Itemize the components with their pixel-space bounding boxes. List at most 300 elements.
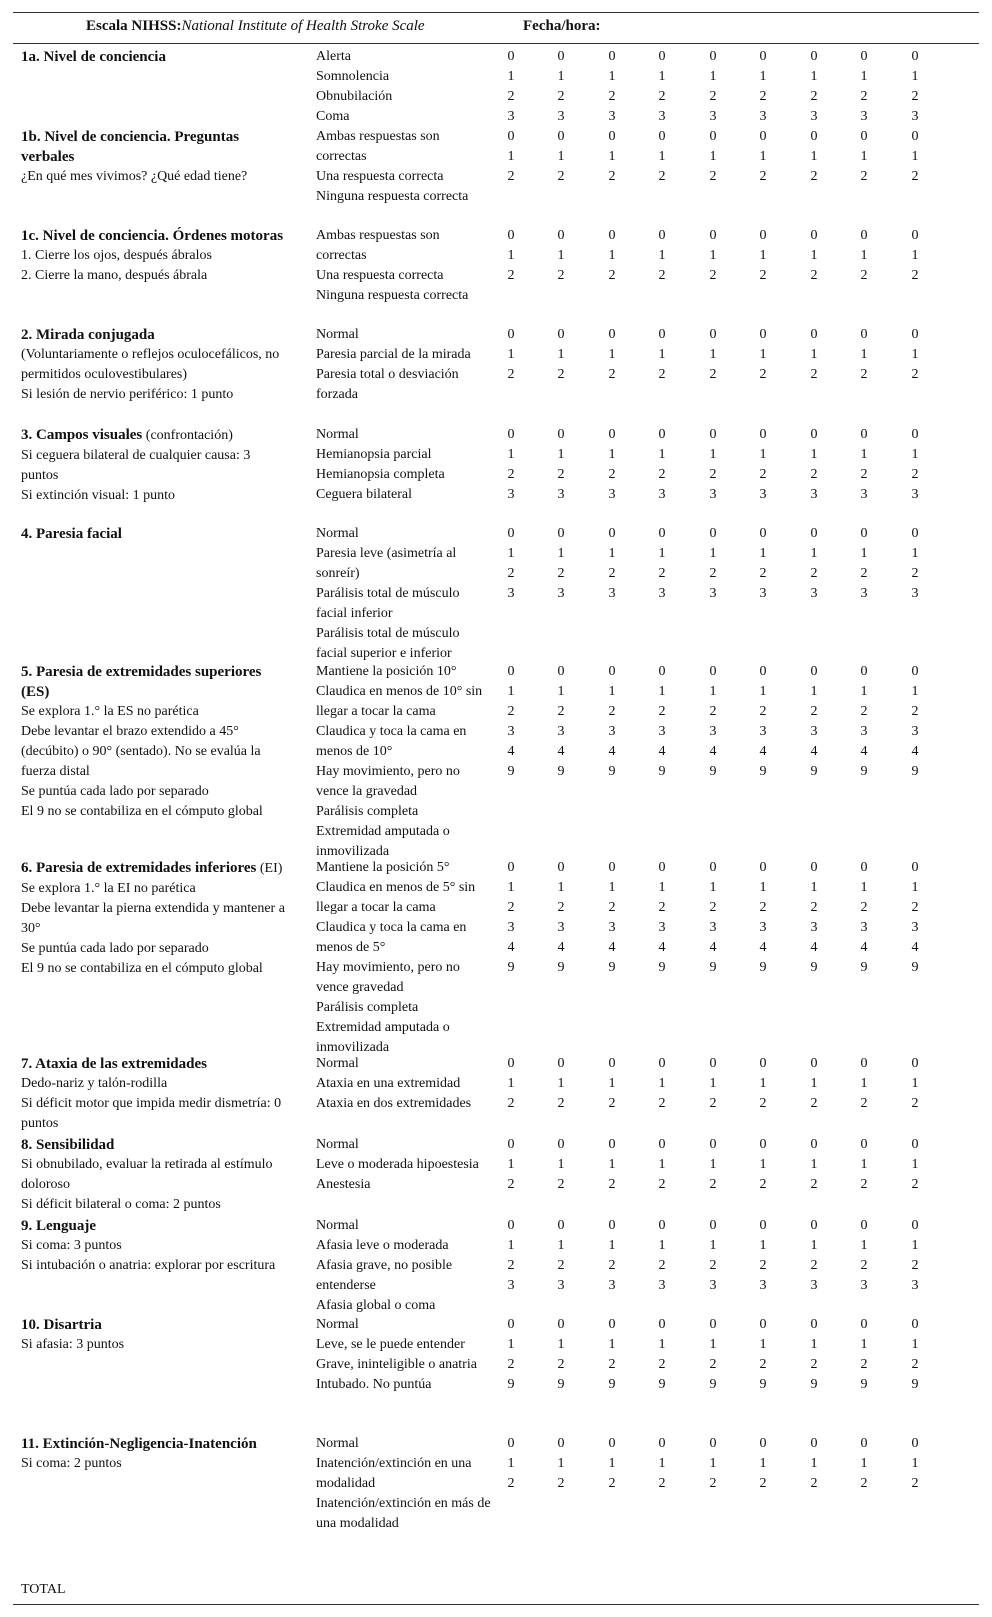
- score-option[interactable]: 0: [860, 49, 868, 64]
- score-option[interactable]: 0: [911, 1137, 919, 1152]
- score-option[interactable]: 2: [709, 900, 717, 915]
- score-option[interactable]: 0: [709, 1137, 717, 1152]
- score-option[interactable]: 0: [658, 664, 666, 679]
- score-option[interactable]: 0: [911, 129, 919, 144]
- score-option[interactable]: 2: [557, 367, 565, 382]
- score-option[interactable]: 1: [709, 69, 717, 84]
- score-option[interactable]: 2: [911, 268, 919, 283]
- score-option[interactable]: 1: [810, 447, 818, 462]
- score-option[interactable]: 0: [658, 129, 666, 144]
- score-option[interactable]: 1: [911, 149, 919, 164]
- score-option[interactable]: 2: [557, 704, 565, 719]
- score-option[interactable]: 9: [911, 764, 919, 779]
- score-option[interactable]: 1: [557, 1456, 565, 1471]
- score-option[interactable]: 1: [557, 447, 565, 462]
- score-option[interactable]: 0: [608, 228, 616, 243]
- score-option[interactable]: 2: [608, 1476, 616, 1491]
- score-option[interactable]: 2: [507, 367, 515, 382]
- score-option[interactable]: 3: [810, 109, 818, 124]
- score-option[interactable]: 0: [507, 228, 515, 243]
- score-option[interactable]: 2: [759, 1476, 767, 1491]
- score-option[interactable]: 2: [557, 89, 565, 104]
- score-option[interactable]: 0: [759, 1436, 767, 1451]
- score-option[interactable]: 1: [810, 347, 818, 362]
- score-option[interactable]: 1: [658, 248, 666, 263]
- score-option[interactable]: 0: [507, 1317, 515, 1332]
- score-option[interactable]: 2: [810, 467, 818, 482]
- score-option[interactable]: 0: [507, 664, 515, 679]
- score-option[interactable]: 1: [709, 248, 717, 263]
- score-option[interactable]: 2: [608, 169, 616, 184]
- score-option[interactable]: 1: [507, 1157, 515, 1172]
- score-option[interactable]: 1: [810, 1337, 818, 1352]
- score-option[interactable]: 2: [759, 367, 767, 382]
- score-option[interactable]: 4: [557, 940, 565, 955]
- score-option[interactable]: 0: [860, 1218, 868, 1233]
- score-option[interactable]: 0: [759, 1137, 767, 1152]
- score-option[interactable]: 9: [507, 960, 515, 975]
- score-option[interactable]: 9: [860, 764, 868, 779]
- score-option[interactable]: 1: [557, 880, 565, 895]
- score-option[interactable]: 9: [658, 1377, 666, 1392]
- score-option[interactable]: 0: [911, 526, 919, 541]
- score-option[interactable]: 1: [911, 1456, 919, 1471]
- score-option[interactable]: 1: [759, 69, 767, 84]
- score-option[interactable]: 1: [608, 248, 616, 263]
- score-option[interactable]: 2: [759, 1096, 767, 1111]
- score-option[interactable]: 0: [658, 49, 666, 64]
- score-option[interactable]: 1: [557, 347, 565, 362]
- score-option[interactable]: 0: [860, 664, 868, 679]
- score-option[interactable]: 0: [557, 1218, 565, 1233]
- score-option[interactable]: 2: [658, 1258, 666, 1273]
- score-option[interactable]: 2: [608, 1177, 616, 1192]
- score-option[interactable]: 1: [860, 1337, 868, 1352]
- score-option[interactable]: 2: [759, 900, 767, 915]
- score-option[interactable]: 1: [860, 447, 868, 462]
- score-option[interactable]: 1: [810, 546, 818, 561]
- score-option[interactable]: 1: [658, 149, 666, 164]
- score-option[interactable]: 1: [557, 684, 565, 699]
- score-option[interactable]: 0: [557, 327, 565, 342]
- score-option[interactable]: 1: [911, 546, 919, 561]
- score-option[interactable]: 2: [911, 467, 919, 482]
- score-option[interactable]: 2: [911, 1357, 919, 1372]
- score-option[interactable]: 1: [709, 1076, 717, 1091]
- score-option[interactable]: 9: [810, 960, 818, 975]
- score-option[interactable]: 1: [507, 248, 515, 263]
- score-option[interactable]: 0: [608, 1317, 616, 1332]
- score-option[interactable]: 1: [759, 1157, 767, 1172]
- score-option[interactable]: 1: [507, 684, 515, 699]
- score-option[interactable]: 4: [759, 744, 767, 759]
- score-option[interactable]: 1: [911, 1238, 919, 1253]
- score-option[interactable]: 0: [658, 1436, 666, 1451]
- score-option[interactable]: 4: [507, 744, 515, 759]
- score-option[interactable]: 4: [759, 940, 767, 955]
- score-option[interactable]: 0: [810, 1218, 818, 1233]
- score-option[interactable]: 0: [507, 49, 515, 64]
- score-option[interactable]: 3: [709, 724, 717, 739]
- score-option[interactable]: 1: [860, 546, 868, 561]
- score-option[interactable]: 0: [810, 228, 818, 243]
- score-option[interactable]: 2: [557, 900, 565, 915]
- score-option[interactable]: 0: [507, 526, 515, 541]
- score-option[interactable]: 0: [507, 1137, 515, 1152]
- score-option[interactable]: 0: [810, 860, 818, 875]
- score-option[interactable]: 1: [860, 1157, 868, 1172]
- score-option[interactable]: 2: [658, 566, 666, 581]
- score-option[interactable]: 1: [810, 1238, 818, 1253]
- score-option[interactable]: 1: [557, 1238, 565, 1253]
- score-option[interactable]: 0: [911, 1317, 919, 1332]
- score-option[interactable]: 2: [507, 1258, 515, 1273]
- score-option[interactable]: 9: [709, 960, 717, 975]
- score-option[interactable]: 1: [658, 347, 666, 362]
- score-option[interactable]: 3: [810, 487, 818, 502]
- score-option[interactable]: 2: [810, 367, 818, 382]
- score-option[interactable]: 0: [608, 1436, 616, 1451]
- score-option[interactable]: 3: [860, 724, 868, 739]
- score-option[interactable]: 0: [507, 129, 515, 144]
- score-option[interactable]: 0: [759, 49, 767, 64]
- score-option[interactable]: 1: [557, 1157, 565, 1172]
- score-option[interactable]: 0: [860, 327, 868, 342]
- score-option[interactable]: 1: [507, 1238, 515, 1253]
- score-option[interactable]: 4: [608, 940, 616, 955]
- score-option[interactable]: 0: [557, 664, 565, 679]
- score-option[interactable]: 1: [759, 880, 767, 895]
- score-option[interactable]: 3: [608, 724, 616, 739]
- score-option[interactable]: 2: [810, 1258, 818, 1273]
- score-option[interactable]: 0: [507, 1056, 515, 1071]
- score-option[interactable]: 0: [608, 860, 616, 875]
- score-option[interactable]: 2: [759, 1177, 767, 1192]
- score-option[interactable]: 0: [658, 526, 666, 541]
- score-option[interactable]: 3: [709, 920, 717, 935]
- score-option[interactable]: 0: [709, 327, 717, 342]
- score-option[interactable]: 2: [860, 704, 868, 719]
- score-option[interactable]: 0: [860, 860, 868, 875]
- score-option[interactable]: 2: [608, 1096, 616, 1111]
- score-option[interactable]: 2: [507, 89, 515, 104]
- score-option[interactable]: 2: [709, 467, 717, 482]
- score-option[interactable]: 2: [810, 1357, 818, 1372]
- score-option[interactable]: 1: [759, 248, 767, 263]
- score-option[interactable]: 2: [810, 704, 818, 719]
- score-option[interactable]: 9: [810, 764, 818, 779]
- score-option[interactable]: 1: [658, 1076, 666, 1091]
- score-option[interactable]: 0: [658, 1056, 666, 1071]
- score-option[interactable]: 2: [911, 1476, 919, 1491]
- score-option[interactable]: 2: [759, 268, 767, 283]
- score-option[interactable]: 2: [860, 1258, 868, 1273]
- score-option[interactable]: 2: [658, 1476, 666, 1491]
- score-option[interactable]: 2: [810, 1096, 818, 1111]
- score-option[interactable]: 2: [608, 1258, 616, 1273]
- score-option[interactable]: 2: [709, 1357, 717, 1372]
- score-option[interactable]: 0: [810, 427, 818, 442]
- score-option[interactable]: 2: [709, 89, 717, 104]
- score-option[interactable]: 3: [608, 586, 616, 601]
- score-option[interactable]: 2: [810, 1476, 818, 1491]
- score-option[interactable]: 0: [507, 327, 515, 342]
- score-option[interactable]: 0: [860, 1436, 868, 1451]
- score-option[interactable]: 1: [759, 546, 767, 561]
- score-option[interactable]: 3: [709, 487, 717, 502]
- score-option[interactable]: 9: [709, 764, 717, 779]
- score-option[interactable]: 0: [608, 1137, 616, 1152]
- score-option[interactable]: 2: [709, 1177, 717, 1192]
- score-option[interactable]: 2: [759, 566, 767, 581]
- score-option[interactable]: 9: [709, 1377, 717, 1392]
- score-option[interactable]: 2: [608, 566, 616, 581]
- score-option[interactable]: 0: [557, 526, 565, 541]
- score-option[interactable]: 0: [557, 129, 565, 144]
- score-option[interactable]: 0: [759, 1056, 767, 1071]
- score-option[interactable]: 4: [709, 744, 717, 759]
- score-option[interactable]: 3: [709, 109, 717, 124]
- score-option[interactable]: 3: [911, 586, 919, 601]
- score-option[interactable]: 1: [810, 149, 818, 164]
- score-option[interactable]: 3: [507, 487, 515, 502]
- score-option[interactable]: 2: [709, 1258, 717, 1273]
- score-option[interactable]: 1: [860, 684, 868, 699]
- score-option[interactable]: 2: [557, 268, 565, 283]
- score-option[interactable]: 2: [507, 268, 515, 283]
- score-option[interactable]: 3: [658, 109, 666, 124]
- score-option[interactable]: 2: [608, 89, 616, 104]
- score-option[interactable]: 3: [557, 586, 565, 601]
- score-option[interactable]: 1: [557, 1076, 565, 1091]
- score-option[interactable]: 1: [557, 546, 565, 561]
- score-option[interactable]: 0: [557, 49, 565, 64]
- score-option[interactable]: 0: [810, 327, 818, 342]
- score-option[interactable]: 1: [608, 880, 616, 895]
- score-option[interactable]: 9: [759, 764, 767, 779]
- score-option[interactable]: 1: [810, 248, 818, 263]
- score-option[interactable]: 0: [911, 49, 919, 64]
- score-option[interactable]: 2: [557, 1357, 565, 1372]
- score-option[interactable]: 3: [658, 920, 666, 935]
- score-option[interactable]: 0: [911, 427, 919, 442]
- score-option[interactable]: 0: [658, 427, 666, 442]
- score-option[interactable]: 0: [860, 1056, 868, 1071]
- score-option[interactable]: 2: [709, 704, 717, 719]
- score-option[interactable]: 2: [608, 1357, 616, 1372]
- score-option[interactable]: 1: [658, 546, 666, 561]
- score-option[interactable]: 0: [608, 427, 616, 442]
- score-option[interactable]: 2: [709, 566, 717, 581]
- score-option[interactable]: 0: [557, 1436, 565, 1451]
- score-option[interactable]: 9: [557, 1377, 565, 1392]
- score-option[interactable]: 0: [658, 228, 666, 243]
- score-option[interactable]: 2: [557, 1096, 565, 1111]
- score-option[interactable]: 0: [759, 228, 767, 243]
- score-option[interactable]: 9: [860, 1377, 868, 1392]
- score-option[interactable]: 2: [557, 1177, 565, 1192]
- score-option[interactable]: 0: [860, 129, 868, 144]
- score-option[interactable]: 0: [557, 1317, 565, 1332]
- score-option[interactable]: 2: [860, 1476, 868, 1491]
- score-option[interactable]: 4: [658, 744, 666, 759]
- score-option[interactable]: 0: [709, 526, 717, 541]
- score-option[interactable]: 3: [608, 1278, 616, 1293]
- score-option[interactable]: 3: [557, 487, 565, 502]
- score-option[interactable]: 3: [658, 487, 666, 502]
- score-option[interactable]: 2: [810, 900, 818, 915]
- score-option[interactable]: 0: [911, 664, 919, 679]
- score-option[interactable]: 0: [759, 1218, 767, 1233]
- score-option[interactable]: 2: [911, 1258, 919, 1273]
- score-option[interactable]: 2: [658, 467, 666, 482]
- score-option[interactable]: 1: [658, 1238, 666, 1253]
- score-option[interactable]: 1: [658, 447, 666, 462]
- score-option[interactable]: 0: [860, 1137, 868, 1152]
- score-option[interactable]: 2: [911, 1177, 919, 1192]
- score-option[interactable]: 3: [507, 109, 515, 124]
- score-option[interactable]: 3: [759, 109, 767, 124]
- score-option[interactable]: 3: [911, 1278, 919, 1293]
- score-option[interactable]: 1: [557, 69, 565, 84]
- score-option[interactable]: 1: [810, 1157, 818, 1172]
- score-option[interactable]: 0: [911, 1436, 919, 1451]
- score-option[interactable]: 4: [709, 940, 717, 955]
- score-option[interactable]: 2: [507, 900, 515, 915]
- score-option[interactable]: 2: [810, 169, 818, 184]
- score-option[interactable]: 0: [810, 129, 818, 144]
- score-option[interactable]: 0: [658, 1317, 666, 1332]
- score-option[interactable]: 9: [860, 960, 868, 975]
- score-option[interactable]: 1: [860, 880, 868, 895]
- score-option[interactable]: 1: [860, 248, 868, 263]
- score-option[interactable]: 3: [759, 724, 767, 739]
- score-option[interactable]: 2: [608, 268, 616, 283]
- score-option[interactable]: 9: [557, 960, 565, 975]
- score-option[interactable]: 1: [810, 684, 818, 699]
- score-option[interactable]: 3: [709, 586, 717, 601]
- score-option[interactable]: 4: [911, 744, 919, 759]
- score-option[interactable]: 1: [608, 546, 616, 561]
- score-option[interactable]: 0: [507, 860, 515, 875]
- score-option[interactable]: 3: [911, 724, 919, 739]
- score-option[interactable]: 2: [860, 566, 868, 581]
- score-option[interactable]: 3: [810, 920, 818, 935]
- score-option[interactable]: 0: [860, 1317, 868, 1332]
- score-option[interactable]: 2: [709, 1476, 717, 1491]
- score-option[interactable]: 4: [810, 940, 818, 955]
- score-option[interactable]: 0: [810, 1137, 818, 1152]
- score-option[interactable]: 1: [709, 149, 717, 164]
- score-option[interactable]: 1: [507, 1076, 515, 1091]
- score-option[interactable]: 0: [911, 228, 919, 243]
- score-option[interactable]: 2: [759, 704, 767, 719]
- score-option[interactable]: 1: [507, 69, 515, 84]
- score-option[interactable]: 1: [709, 447, 717, 462]
- score-option[interactable]: 1: [507, 1337, 515, 1352]
- score-option[interactable]: 2: [911, 89, 919, 104]
- score-option[interactable]: 2: [759, 89, 767, 104]
- score-option[interactable]: 1: [507, 880, 515, 895]
- score-option[interactable]: 0: [810, 1056, 818, 1071]
- score-option[interactable]: 0: [557, 1137, 565, 1152]
- score-option[interactable]: 2: [860, 1096, 868, 1111]
- score-option[interactable]: 2: [709, 169, 717, 184]
- score-option[interactable]: 0: [911, 327, 919, 342]
- score-option[interactable]: 2: [507, 169, 515, 184]
- score-option[interactable]: 2: [860, 1357, 868, 1372]
- score-option[interactable]: 0: [911, 860, 919, 875]
- score-option[interactable]: 1: [658, 1337, 666, 1352]
- score-option[interactable]: 1: [608, 447, 616, 462]
- score-option[interactable]: 0: [709, 1056, 717, 1071]
- score-option[interactable]: 0: [709, 427, 717, 442]
- score-option[interactable]: 2: [759, 1357, 767, 1372]
- score-option[interactable]: 0: [608, 129, 616, 144]
- score-option[interactable]: 0: [557, 1056, 565, 1071]
- score-option[interactable]: 1: [557, 1337, 565, 1352]
- score-option[interactable]: 0: [709, 1218, 717, 1233]
- score-option[interactable]: 1: [810, 69, 818, 84]
- score-option[interactable]: 1: [608, 347, 616, 362]
- score-option[interactable]: 1: [759, 447, 767, 462]
- score-option[interactable]: 3: [759, 586, 767, 601]
- score-option[interactable]: 3: [860, 109, 868, 124]
- score-option[interactable]: 1: [860, 1456, 868, 1471]
- score-option[interactable]: 2: [507, 1357, 515, 1372]
- score-option[interactable]: 2: [658, 268, 666, 283]
- score-option[interactable]: 2: [709, 268, 717, 283]
- score-option[interactable]: 3: [911, 487, 919, 502]
- score-option[interactable]: 2: [658, 1096, 666, 1111]
- score-option[interactable]: 2: [557, 467, 565, 482]
- score-option[interactable]: 0: [759, 526, 767, 541]
- score-option[interactable]: 1: [658, 880, 666, 895]
- score-option[interactable]: 0: [911, 1218, 919, 1233]
- score-option[interactable]: 3: [860, 586, 868, 601]
- score-option[interactable]: 3: [608, 920, 616, 935]
- score-option[interactable]: 1: [608, 1337, 616, 1352]
- score-option[interactable]: 0: [608, 327, 616, 342]
- score-option[interactable]: 0: [608, 664, 616, 679]
- score-option[interactable]: 1: [557, 248, 565, 263]
- score-option[interactable]: 2: [911, 566, 919, 581]
- score-option[interactable]: 3: [810, 586, 818, 601]
- score-option[interactable]: 1: [608, 69, 616, 84]
- score-option[interactable]: 0: [759, 1317, 767, 1332]
- score-option[interactable]: 3: [911, 920, 919, 935]
- score-option[interactable]: 2: [810, 566, 818, 581]
- score-option[interactable]: 0: [709, 1317, 717, 1332]
- score-option[interactable]: 0: [911, 1056, 919, 1071]
- score-option[interactable]: 0: [759, 860, 767, 875]
- score-option[interactable]: 9: [507, 764, 515, 779]
- score-option[interactable]: 1: [608, 1456, 616, 1471]
- score-option[interactable]: 4: [860, 744, 868, 759]
- score-option[interactable]: 4: [658, 940, 666, 955]
- score-option[interactable]: 2: [608, 704, 616, 719]
- score-option[interactable]: 2: [810, 89, 818, 104]
- score-option[interactable]: 3: [860, 1278, 868, 1293]
- score-option[interactable]: 1: [658, 684, 666, 699]
- score-option[interactable]: 2: [507, 1177, 515, 1192]
- score-option[interactable]: 0: [557, 860, 565, 875]
- score-option[interactable]: 3: [658, 724, 666, 739]
- score-option[interactable]: 1: [911, 684, 919, 699]
- score-option[interactable]: 1: [507, 347, 515, 362]
- score-option[interactable]: 2: [507, 1096, 515, 1111]
- score-option[interactable]: 1: [810, 880, 818, 895]
